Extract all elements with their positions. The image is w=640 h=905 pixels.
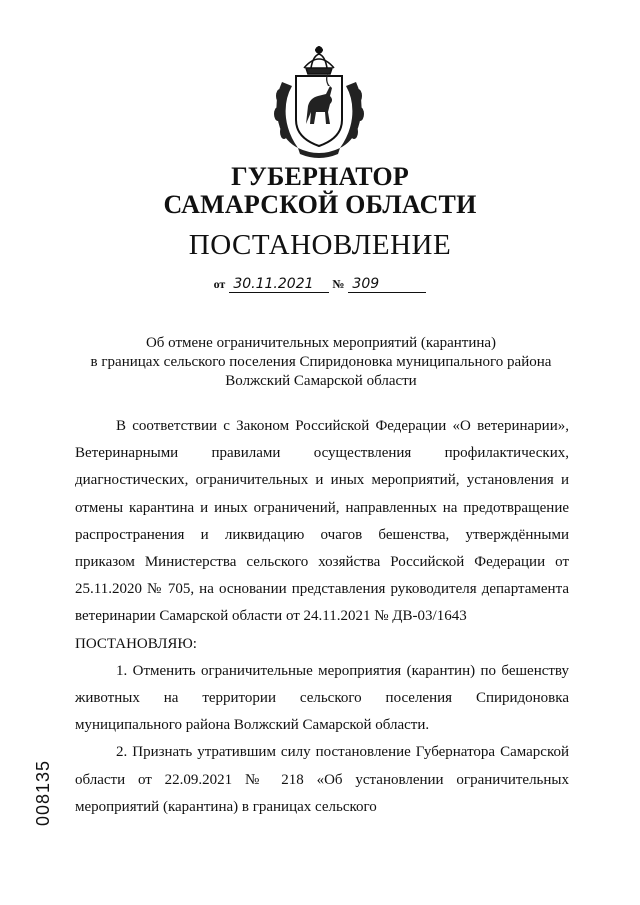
- dateline: [0, 276, 640, 293]
- item-1-paragraph: 1. Отменить ограничительные мероприятия (карантин) по бешенству животных на территории сельского поселения Спиридоновка муниципального района Волжский Самарской области.: [75, 662, 569, 734]
- resolve-word: ПОСТАНОВЛЯЮ:: [75, 635, 197, 652]
- authority-title-line1: ГУБЕРНАТОР: [231, 162, 409, 191]
- document-type: ПОСТАНОВЛЕНИЕ: [188, 229, 452, 261]
- date-from-label: от: [213, 277, 226, 291]
- subject-line3: Волжский Самарской области: [225, 373, 417, 389]
- subject-line2: в границах сельского поселения Спиридоновка муниципального района: [90, 354, 552, 370]
- document-number: 309: [348, 276, 426, 293]
- item-2-paragraph: 2. Признать утратившим силу постановление Губернатора Самарской области от 22.09.2021 № 218 «Об установлении ограничительных мероприятий (карантина) в границах сельского: [75, 744, 569, 815]
- subject-line1: Об отмене ограничительных мероприятий (карантина): [145, 335, 497, 351]
- margin-registration-number: 008135: [33, 759, 53, 826]
- document-body: [75, 413, 569, 821]
- number-label: №: [332, 277, 345, 291]
- authority-title-line2: САМАРСКОЙ ОБЛАСТИ: [163, 190, 477, 219]
- document-date: 30.11.2021: [229, 276, 329, 293]
- preamble-paragraph: В соответствии с Законом Российской Федерации «О ветеринарии», Ветеринарными правилами осуществления профилактических, диагностических, ограничительных и иных мероприятий, установления и отмены карантина и иных ограничений, направленных на предотвращение распространения и ликвидацию очагов бешенства, утверждёнными приказом Министерства сельского хозяйства Российской Федерации от 25.11.2020 № 705, на основании представления руководителя департамента ветеринарии Самарской области от 24.11.2021 № ДВ-03/1643: [75, 418, 569, 625]
- coat-of-arms-icon: [268, 42, 370, 160]
- document-subject: [60, 334, 582, 391]
